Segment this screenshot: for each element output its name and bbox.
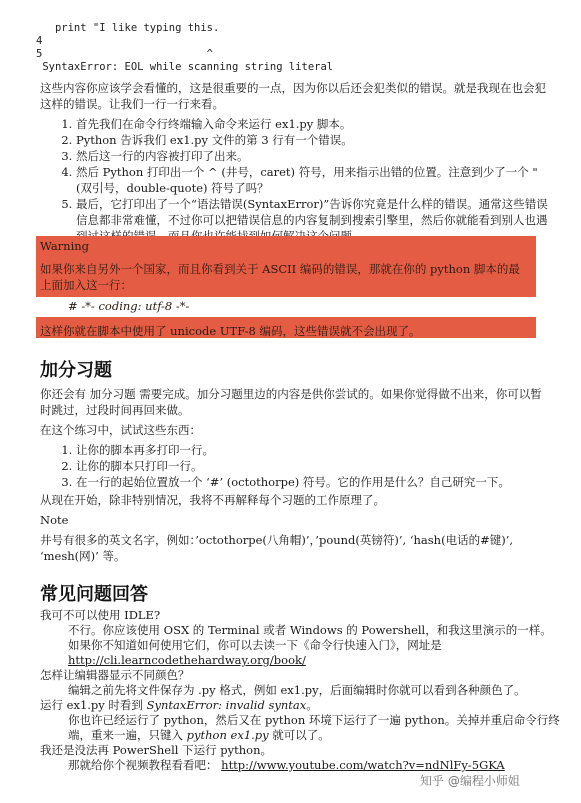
extra-paragraph: 你还会有 加分习题 需要完成。加分习题里边的内容是供你尝试的。如果你觉得做不出来，你可以暂时跳过，过段时间再回来做。 [40, 387, 542, 417]
faq-question: 运行 ex1.py 时看到 SyntaxError: invalid syntax。 [40, 698, 318, 712]
code-block [36, 22, 333, 74]
extra-item: 3. 在一行的起始位置放一个 ‘#’ (octothorpe) 符号。它的作用是什么？自己研究一下。 [76, 474, 556, 490]
intro-paragraph: 这些内容你应该学会看懂的，这是很重要的一点，因为你以后还会犯类似的错误。就是我现在也会犯这样的错误。让我们一行一行来看。 [40, 81, 546, 111]
youtube-link[interactable]: http://www.youtube.com/watch?v=ndNlFy-5GKA [221, 758, 505, 772]
faq-heading: 常见问题回答 [40, 584, 148, 605]
warning-box [36, 236, 536, 338]
extra-closing: 从现在开始，除非特别情况，我将不再解释每个习题的工作原理了。 [40, 493, 385, 507]
code-line: SyntaxError: EOL while scanning string literal [36, 61, 334, 73]
step-item: 1. 首先我们在命令行终端输入命令来运行 ex1.py 脚本。 [76, 116, 556, 132]
faq-answer: 编辑之前先将文件保存为 .py 格式，例如 ex1.py，后面编辑时你就可以看到各种颜色了。 [68, 683, 526, 697]
note-text: 井号有很多的英文名字，例如：’octothorpe(八角帽)’，’pound(英镑符)’, ‘hash(电话的#键)’, ‘mesh(网)’ 等。 [40, 533, 514, 563]
warning-code-strip [36, 297, 536, 317]
faq-question: 怎样让编辑器显示不同颜色？ [40, 668, 190, 682]
step-item: 3. 然后这一行的内容被打印了出来。 [76, 148, 556, 164]
cli-book-link[interactable]: http://cli.learncodethehardway.org/book/ [68, 653, 306, 667]
faq-answer: 不行。你应该使用 OSX 的 Terminal 或者 Windows 的 Powershell，和我这里演示的一样。如果你不知道如何使用它们，你可以去读一下《命令行快速入门》，网址是 http://cli.learncodethehardway.org/book/ [68, 623, 552, 667]
note-label: Note [40, 513, 69, 527]
faq-answer: 你也许已经运行了 python，然后又在 python 环境下运行了一遍 python。关掉并重启命令行终端，重来一遍，只键入 python ex1.py 就可以了。 [68, 713, 560, 742]
code-line: 4 [36, 35, 43, 47]
extra-item: 2. 让你的脚本只打印一行。 [76, 458, 556, 474]
watermark: 知乎 @编程小师姐 [420, 774, 520, 788]
warning-title: Warning [40, 239, 90, 253]
warning-code: # -*- coding: utf-8 -*- [68, 299, 190, 313]
extra-list [58, 442, 556, 490]
extra-heading: 加分习题 [40, 360, 112, 381]
code-line: print "I like typing this. [36, 22, 220, 34]
step-item: 5. 最后，它打印出了一个“语法错误(SyntaxError)”告诉你究竟是什么样的错误。通常这些错误信息都非常难懂，不过你可以把错误信息的内容复制到搜索引擎里，然后你就能看到别人也遇 [76, 196, 556, 244]
extra-instructions: 在这个练习中，试试这些东西： [40, 423, 201, 437]
faq-question: 我可不可以使用 IDLE? [40, 608, 161, 622]
faq-answer: 那就给你个视频教程看看吧： http://www.youtube.com/watch?v=ndNlFy-5GKA [68, 758, 505, 772]
extra-item: 1. 让你的脚本再多打印一行。 [76, 442, 556, 458]
warning-footer: 这样你就在脚本中使用了 unicode UTF-8 编码，这些错误就不会出现了。 [40, 324, 421, 338]
step-item: 2. Python 告诉我们 ex1.py 文件的第 3 行有一个错误。 [76, 132, 556, 148]
code-line: 5 ^ [36, 48, 214, 60]
step-item: 4. 然后 Python 打印出一个 ^ (井号，caret) 符号，用来指示出错的位置。注意到少了一个 " (双引号，double-quote) 符号了吗？ [76, 164, 556, 196]
warning-body: 如果你来自另外一个国家，而且你看到关于 ASCII 编码的错误，那就在你的 python 脚本的最上面加入这一行： [40, 262, 520, 292]
faq-question: 我还是没法再 PowerShell 下运行 python。 [40, 743, 272, 757]
steps-list [58, 116, 556, 244]
faq-section [40, 608, 560, 773]
